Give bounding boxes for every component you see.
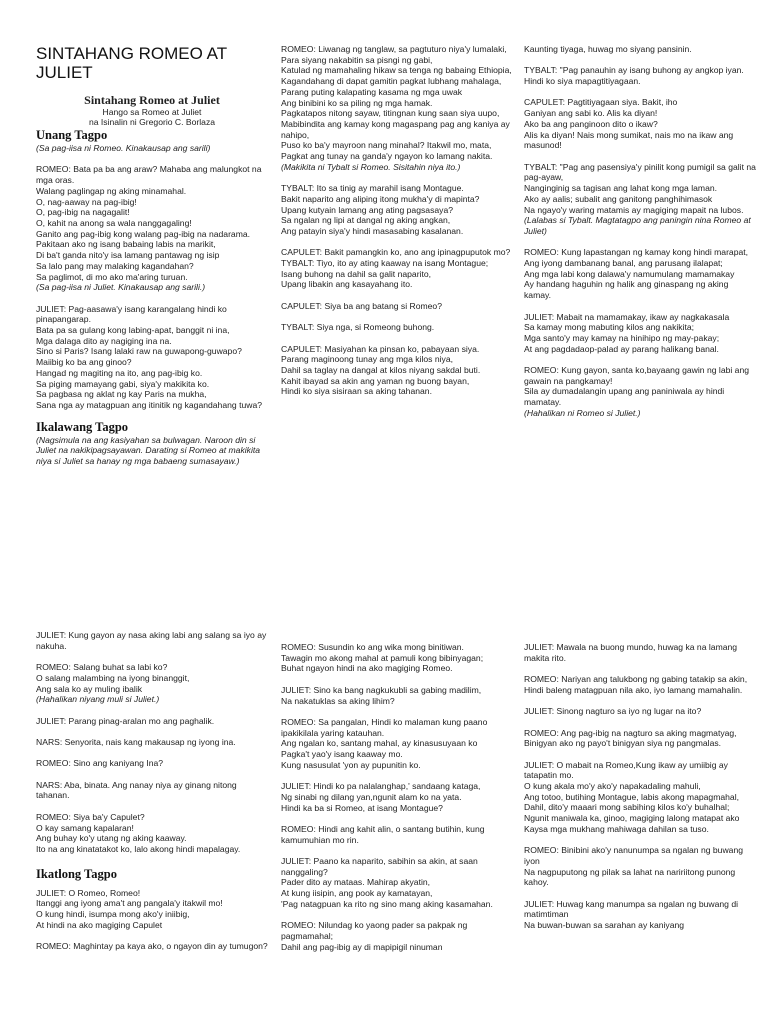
scene-heading-1: Unang Tagpo — [36, 128, 108, 143]
dialogue-tybalt: TYBALT: Siya nga, si Romeong buhong. — [281, 322, 435, 333]
dialogue-romeo: ROMEO: Nilundag ko yaong pader sa pakpak ng pagmamahal; Dahil ang pag-ibig ay di mapipigil ninuman — [281, 920, 468, 952]
dialogue-romeo: ROMEO: Nariyan ang talukbong ng gabing tatakip sa akin, Hindi baleng matagpuan nila ako, iyo lamang mamahalin. — [524, 674, 748, 695]
stage-direction: (Makikita ni Tybalt si Romeo. Sisitahin niya ito.) — [281, 161, 461, 172]
dialogue-romeo: ROMEO: Binibini ako'y nanunumpa sa ngalan ng buwang iyon Na nagpuputong ng pilak sa lahat na naririitong punong kahoy. — [524, 845, 744, 888]
stage-direction: (Nagsimula na ang kasiyahan sa bulwagan. Naroon din si Juliet na nakikipagsayawan. Darating si Romeo at makikita niya si Juliet sa hanay ng mga babaeng sumasayaw.) — [36, 434, 261, 467]
dialogue-romeo: ROMEO: Ang pag-ibig na nagturo sa aking magmatyag, Binigyan ako ng payo't binigyan siya ng pangmalas. — [524, 727, 737, 749]
scene-heading-2: Ikalawang Tagpo — [36, 419, 129, 434]
dialogue-juliet: JULIET: Pag-aasawa'y isang karangalang hindi ko pinapangarap. Bata pa sa gulang kong labing-apat, banggit ni ina, Mga dalaga dito ay nagiging ina na. Sino si Paris? Isang lalaki raw na guwapong-guwapo? Maiibig ko ba ang ginoo? Hangad ng magiting na ito, ang pag-ibig ko. Sa piging mamayang gabi, siya'y makikita ko. Sa pagbasa ng aklat ng kay Paris na mukha, Sana nga ay matagpuan ang itinitik ng kagandahang tuwa? — [36, 303, 262, 410]
document-subtitle: Sintahang Romeo at Juliet — [84, 92, 220, 107]
dialogue-romeo: ROMEO: Sa pangalan, Hindi ko malaman kung paano ipakikilala yaring katauhan. Ang ngalan ko, santang mahal, ay kinasusuyaan ko Pagka't yao'y isang kaaway mo. Kung nasusulat 'yon ay pupunitin ko. — [281, 716, 488, 770]
dialogue-juliet: JULIET: Huwag kang manumpa sa ngalan ng buwang di matimtiman Na buwan-buwan sa sarahan ay kaniyang — [524, 898, 739, 931]
dialogue-tybalt: TYBALT: "Pag panauhin ay isang buhong ay angkop iyan. Hindi ko siya mapagtitiyagaan. — [524, 65, 744, 87]
byline-translator: na Isinalin ni Gregorio C. Borlaza — [88, 117, 216, 128]
dialogue-juliet: JULIET: Mawala na buong mundo, huwag ka na lamang makita rito. — [524, 642, 738, 663]
dialogue-romeo: ROMEO: Susundin ko ang wika mong binitiwan. Tawagin mo akong mahal at pamuli kong bibinyagan; Buhat ngayon hindi na ako magiging Romeo. — [281, 642, 484, 674]
dialogue-tybalt: TYBALT: Tiyo, ito ay ating kaaway na isang Montague; Isang buhong na dahil sa galit naparito, Upang libakin ang kasayahang ito. — [281, 258, 489, 290]
dialogue-capulet: Kaunting tiyaga, huwag mo siyang pansinin. — [524, 44, 692, 54]
dialogue-juliet: JULIET: Sino ka bang nagkukubli sa gabing madilim, Na nakatuklas sa aking lihim? — [281, 684, 482, 706]
dialogue-nars: NARS: Aba, binata. Ang nanay niya ay ginang nitong tahanan. — [36, 779, 237, 801]
dialogue-romeo: ROMEO: Bata pa ba ang araw? Mahaba ang malungkot na mga oras. Walang paglingap ng aking minamahal. O, nag-aaway na pag-ibig! O, pag-ibig na nagagalit! O, kahit na anong sa wala nanggagaling! Ganito ang pag-ibig kong walang pag-ibig na nadarama. Pakitaan ako ng isang babaing labis na marikit, Di ba't ganda nito'y isa lamang pantawag ng isip Sa lalo pang may malaking kagandahan? Sa paglimot, di mo ako ma'aring turuan. — [36, 164, 262, 282]
stage-direction: (Hahalikan niyang muli si Juliet.) — [36, 694, 160, 705]
dialogue-juliet: JULIET: Sinong nagturo sa iyo ng lugar na ito? — [524, 706, 702, 717]
dialogue-juliet: JULIET: Parang pinag-aralan mo ang paghalik. — [36, 715, 215, 726]
dialogue-romeo: ROMEO: Salang buhat sa labi ko? O salang malambing na iyong binanggit, Ang sala ko ay muling ibalik — [36, 662, 190, 694]
column-bottom-right — [524, 642, 756, 931]
dialogue-juliet: JULIET: Kung gayon ay nasa aking labi ang salang sa iyo ay nakuha. — [36, 630, 267, 651]
dialogue-romeo: ROMEO: Hindi ang kahit alin, o santang butihin, kung kamumuhian mo rin. — [281, 823, 485, 845]
byline-source: Hango sa Romeo at Juliet — [102, 106, 202, 117]
dialogue-romeo: ROMEO: Kung gayon, santa ko,bayaang gawin ng labi ang gawain na pangkamay! Sila ay dumadalangin upang ang paniniwala ay hindi mamatay. — [524, 365, 750, 408]
stage-direction: (Sa pag-iisa ni Juliet. Kinakausap ang sarili.) — [36, 282, 206, 293]
dialogue-juliet: JULIET: O Romeo, Romeo! Itanggi ang iyong ama't ang pangala'y itakwil mo! O kung hindi, isumpa mong ako'y iniibig, At hindi na ako magiging Capulet — [36, 887, 223, 930]
dialogue-juliet: JULIET: O mabait na Romeo,Kung ikaw ay umiibig ay tatapatin mo. O kung akala mo'y ako'y napakadaling mahuli, Ang totoo, butihing Montague, labis akong mapagmahal, Dahil, dito'y maaari mong sabihing kilos ko'y buhalhal; Ngunit maniwala ka, ginoo, magiging lalong matapat ako Kaysa mga mukhang mahiwaga dahilan sa tuso. — [524, 759, 740, 834]
dialogue-juliet: JULIET: Hindi ko pa nalalanghap,' sandaang kataga, Ng sinabi ng dilang yan,ngunit alam ko na yata. Hindi ka ba si Romeo, at isang Montague? — [281, 781, 481, 813]
dialogue-tybalt: TYBALT: Ito sa tinig ay marahil isang Montague. Bakit naparito ang aliping itong mukha'y di mapinta? Upang kutyain lamang ang ating pagsasaya? Sa ngalan ng lipi at dangal ng aking angkan, Ang patayin siya'y hindi masasabing kasalanan. — [281, 183, 480, 236]
column-bottom-left — [36, 630, 268, 952]
scene-heading-3: Ikatlong Tagpo — [36, 866, 117, 881]
dialogue-juliet: JULIET: Mabait na mamamakay, ikaw ay nagkakasala Sa kamay mong mabuting kilos ang nakikita; Mga santo'y may kamay na hinihipo ng may-pakay; At ang pagdadaop-palad ay parang halikang banal. — [524, 311, 730, 354]
dialogue-romeo: ROMEO: Liwanag ng tanglaw, sa pagtuturo niya'y lumalaki, Para siyang nakabitin sa pisngi ng gabi, Katulad ng mamahaling hikaw sa tenga ng babaing Ethiopia, Kagandahang di dapat gamitin pagkat lubhang mahalaga, Parang puting kalapating kasama ng mga uwak Ang binibini ko sa piling ng mga hamak. Pagkatapos nitong sayaw, titingnan kung saan siya uupo, Mabibindita ang kamay kong magaspang pag ang kaniya ay nahipo, Puso ko ba'y mayroon nang minahal? Itakwil mo, mata, Pagkat ang tunay na ganda'y ngayon ko lamang nakita. — [281, 44, 512, 162]
dialogue-capulet: CAPULET: Bakit pamangkin ko, ano ang ipinagpuputok mo? — [281, 247, 511, 258]
dialogue-capulet: CAPULET: Masiyahan ka pinsan ko, pabayaan siya. Parang maginoong tunay ang mga kilos niya, Dahil sa taglay na dangal at kilos niyang sakdal buti. Kahit ibayad sa akin ang yaman ng buong bayan, Hindi ko siya sisiraan sa aking tahanan. — [281, 343, 481, 397]
dialogue-romeo: ROMEO: Sino ang kaniyang Ina? — [36, 758, 164, 769]
dialogue-tybalt: TYBALT: "Pag ang pasensiya'y pinilit kong pumigil sa galit na pag-ayaw, Nanginginig sa tagisan ang lahat kong mga laman. Ako ay aalis; subalit ang ganitong panghihimasok Na ngayo'y waring matamis ay magiging mapait na lubos. — [524, 161, 756, 215]
document-title: SINTAHANG ROMEO AT JULIET — [36, 44, 227, 82]
stage-direction: (Sa pag-iisa ni Romeo. Kinakausap ang sarili) — [36, 143, 211, 154]
dialogue-capulet: CAPULET: Siya ba ang batang si Romeo? — [281, 300, 442, 311]
dialogue-romeo: ROMEO: Kung lapastangan ng kamay kong hindi marapat, Ang iyong dambanang banal, ang parusang ilalapat; Ang mga labi kong dalawa'y namumulang mamamakay Ay handang haguhin ng halik ang ginaspang ng aking kamay. — [524, 247, 749, 301]
dialogue-capulet: CAPULET: Pagtitiyagaan siya. Bakit, iho Ganiyan ang sabi ko. Alis ka diyan! Ako ba ang panginoon dito o ikaw? Alis ka diyan! Nais mong sumikat, nais mo na ikaw ang masunod! — [524, 97, 734, 151]
column-top-middle — [281, 44, 513, 397]
stage-direction: (Hahalikan ni Romeo si Juliet.) — [524, 407, 641, 418]
stage-direction: (Lalabas si Tybalt. Magtatagpo ang paningin nina Romeo at Juliet) — [524, 215, 751, 236]
dialogue-nars: NARS: Senyorita, nais kang makausap ng iyong ina. — [36, 736, 236, 747]
dialogue-romeo: ROMEO: Maghintay pa kaya ako, o ngayon din ay tumugon? — [36, 941, 268, 952]
dialogue-romeo: ROMEO: Siya ba'y Capulet? O kay samang kapalaran! Ang buhay ko'y utang ng aking kaaway. Ito na ang kinatatakot ko, lalo akong hindi mapalagay. — [36, 811, 241, 854]
dialogue-juliet: JULIET: Paano ka naparito, sabihin sa akin, at saan nanggaling? Pader dito ay mataas. Mahirap akyatin, At kung iisipin, ang pook ay kamatayan, 'Pag natagpuan ka rito ng sino mang aking kasamahan. — [281, 855, 493, 909]
column-top-left — [36, 44, 268, 467]
column-bottom-middle — [281, 642, 513, 952]
column-top-right — [524, 44, 756, 419]
